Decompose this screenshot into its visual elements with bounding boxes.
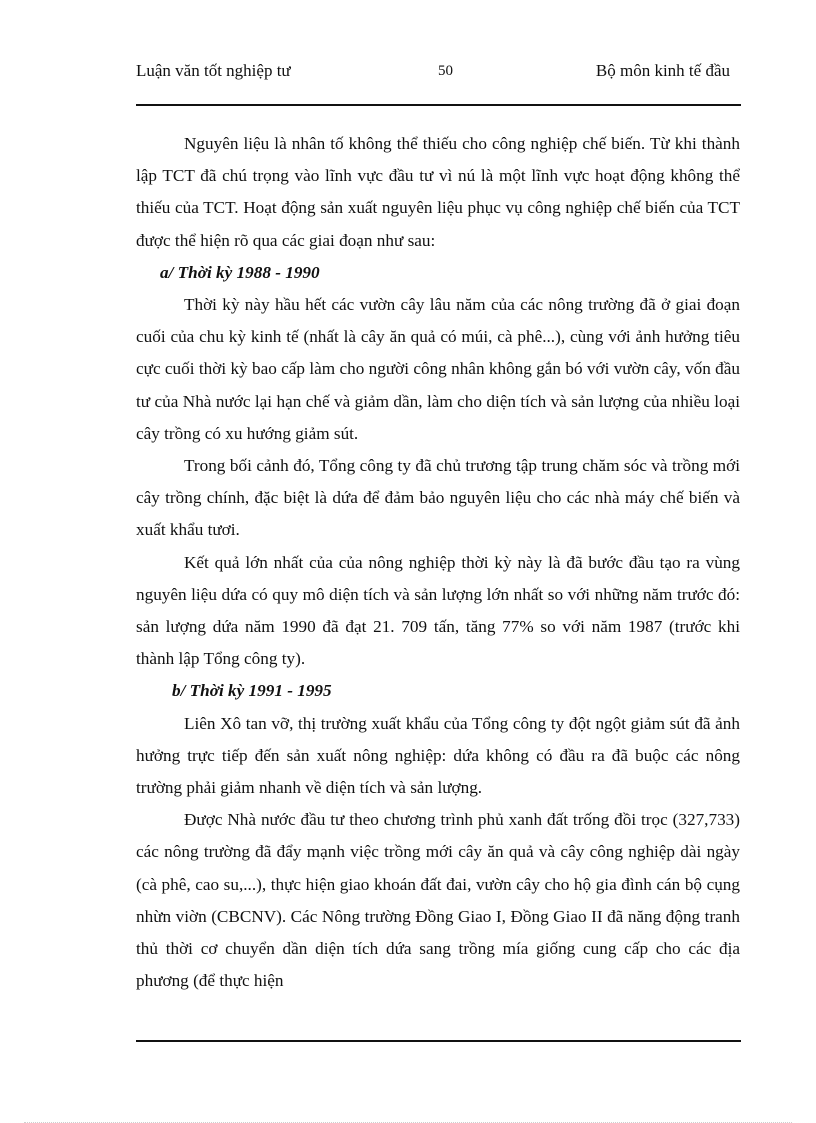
header-thesis-title: Luận văn tốt nghiệp tư — [136, 61, 291, 80]
page-header — [136, 60, 740, 106]
paragraph-period-1988: Thời kỳ này hầu hết các vườn cây lâu năm của các nông trường đã ở giai đoạn cuối của chu kỳ kinh tế (nhất là cây ăn quả có múi, cà phê...), cùng với ảnh hưởng tiêu cực cuối thời kỳ bao cấp làm cho người công nhân không gắn bó với vườn cây, vốn đầu tư của Nhà nước lại hạn chế và giảm dần, làm cho diện tích và sản lượng của nhiều loại cây trồng có xu hướng giảm sút. — [136, 295, 740, 443]
header-divider — [136, 104, 741, 106]
header-department: Bộ môn kinh tế đầu — [595, 61, 730, 80]
section-heading-b: b/ Thời kỳ 1991 - 1995 — [172, 681, 332, 701]
footer-divider — [136, 1040, 741, 1042]
page-number: 50 — [438, 63, 453, 79]
paragraph-results: Kết quả lớn nhất của của nông nghiệp thời kỳ này là đã bước đầu tạo ra vùng nguyên liệu dứa có quy mô diện tích và sản lượng lớn nhất so với những năm trước đó: sản lượng dứa năm 1990 đã đạt 21. 709 tấn, tăng 77% so với năm 1987 (trước khi thành lập Tổng công ty). — [136, 552, 740, 669]
paragraph-state-investment: Được Nhà nước đầu tư theo chương trình phủ xanh đất trống đồi trọc (327,733) các nông trường đã đẩy mạnh việc trồng mới cây ăn quả và cây công nghiệp dài ngày (cà phê, cao su,...), thực hiện giao khoán đất đai, vườn cây cho hộ gia đình cán bộ cụng nhừn viờn (CBCNV). Các Nông trường Đồng Giao I, Đồng Giao II đã năng động tranh thủ thời cơ chuyển dần diện tích dứa sang trồng mía giống cung cấp cho các địa phương (để thực hiện — [136, 810, 740, 991]
document-body — [136, 128, 740, 997]
paragraph-intro: Nguyên liệu là nhân tố không thể thiếu cho công nghiệp chế biến. Từ khi thành lập TCT đã chú trọng vào lĩnh vực đầu tư vì nú là một lĩnh vực hoạt động không thể thiếu của TCT. Hoạt động sản xuất nguyên liệu phục vụ công nghiệp chế biến của TCT được thể hiện rõ qua các giai đoạn như sau: — [136, 134, 740, 250]
paragraph-period-1991: Liên Xô tan vỡ, thị trường xuất khẩu của Tổng công ty đột ngột giảm sút đã ảnh hưởng trực tiếp đến sản xuất nông nghiệp: dứa không có đầu ra đã buộc các nông trường phải giảm nhanh về diện tích và sản lượng. — [136, 713, 740, 798]
section-heading-a: a/ Thời kỳ 1988 - 1990 — [160, 262, 320, 282]
paragraph-policy-focus: Trong bối cảnh đó, Tổng công ty đã chủ trương tập trung chăm sóc và trồng mới cây trồng chính, đặc biệt là dứa để đảm bảo nguyên liệu cho các nhà máy chế biến và xuất khẩu tươi. — [136, 456, 740, 540]
